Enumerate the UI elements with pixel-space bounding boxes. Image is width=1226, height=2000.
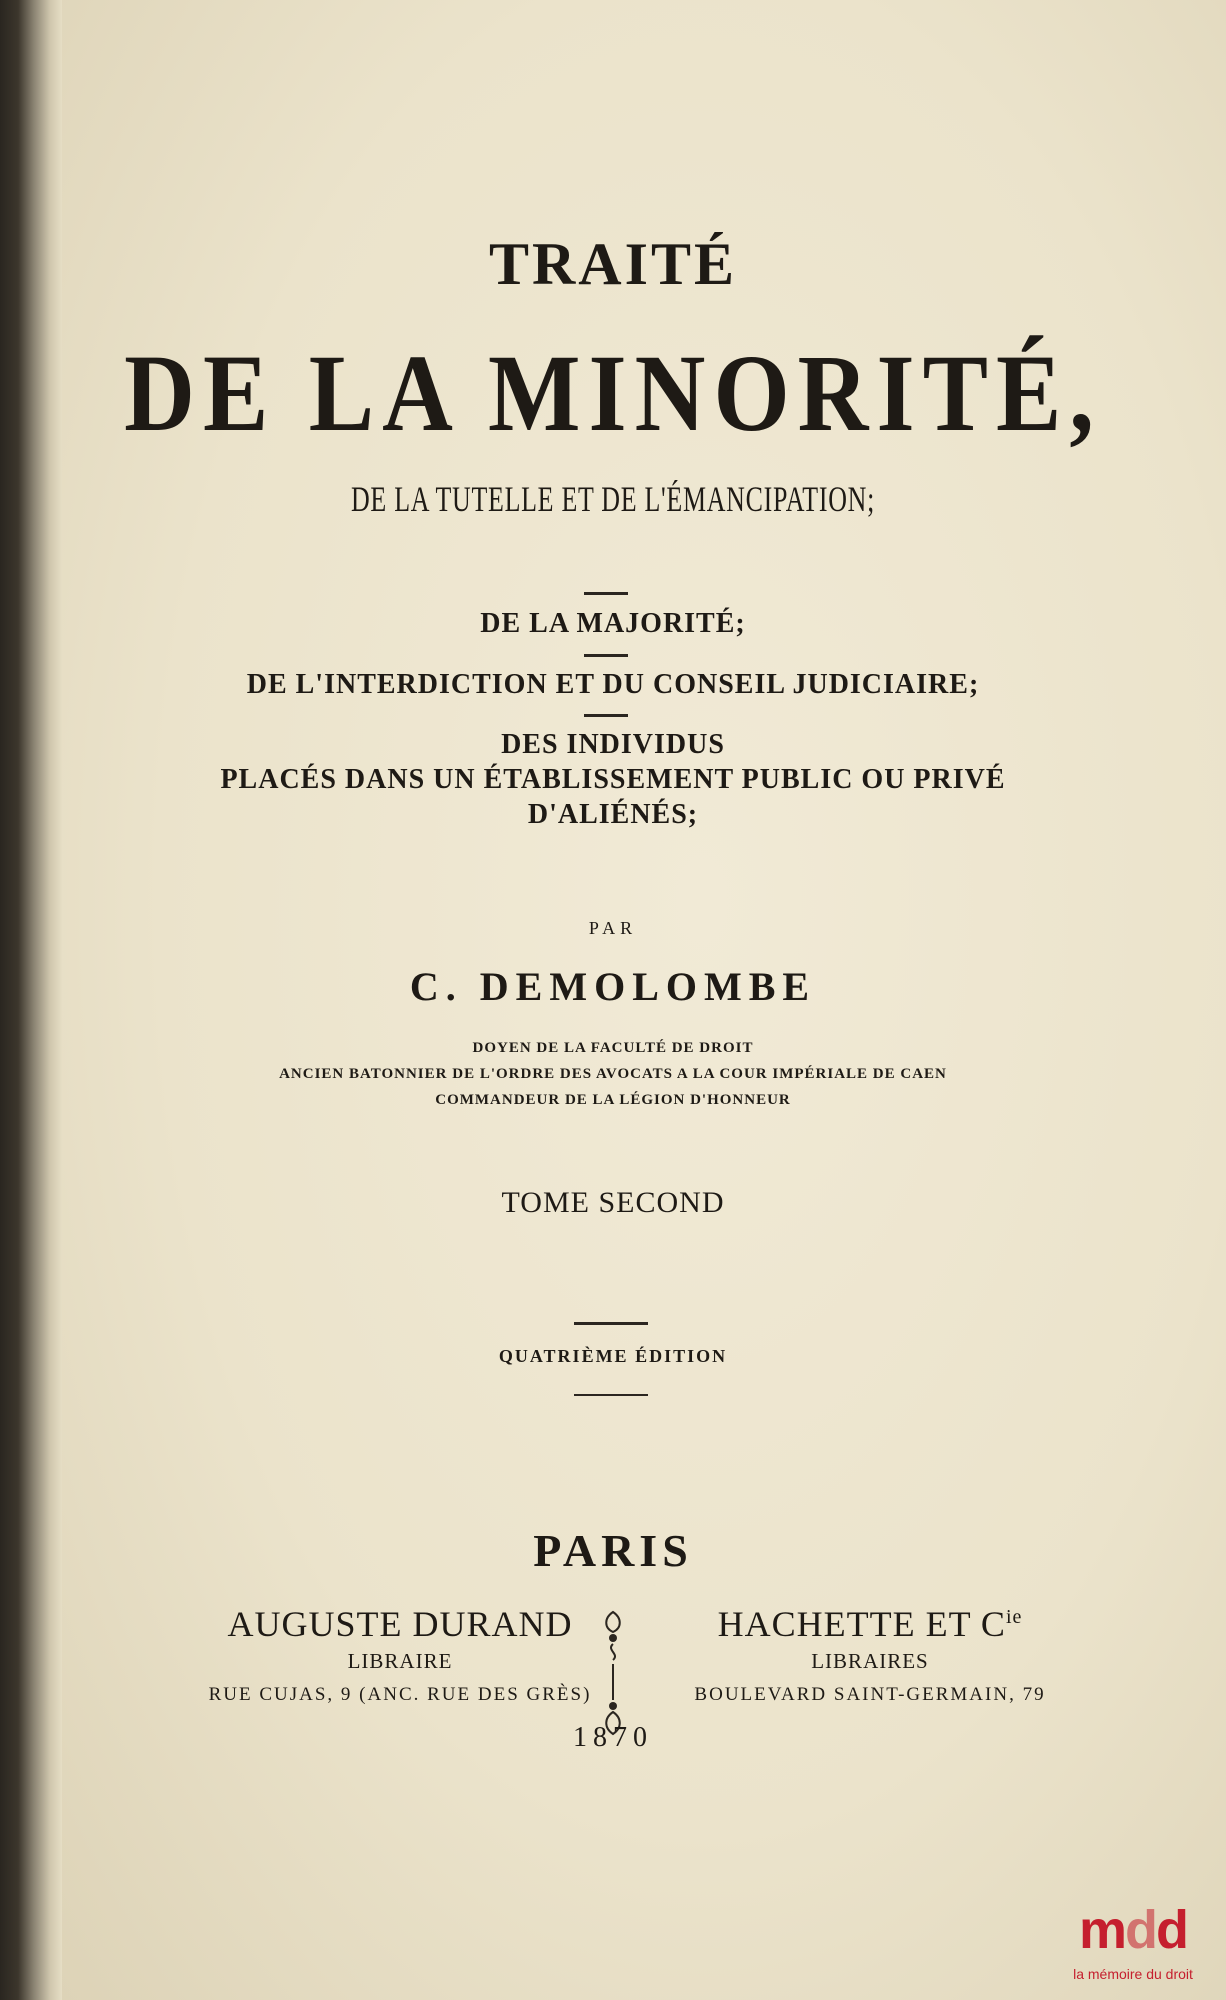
divider-rule (574, 1394, 648, 1396)
publisher-right-name-sup: ie (1005, 1606, 1023, 1628)
publisher-right-name (630, 1603, 1110, 1645)
publisher-left (190, 1603, 610, 1706)
author-name: C. DEMOLOMBE (409, 964, 817, 1009)
publisher-left-name: AUGUSTE DURAND (227, 1604, 573, 1644)
title-line-1: TRAITÉ (488, 231, 738, 297)
subtitle: DE LA TUTELLE ET DE L'ÉMANCIPATION; (350, 479, 876, 519)
divider-rule (584, 714, 628, 717)
main-title: DE LA MINORITÉ, (124, 333, 1102, 455)
publisher-right-role: LIBRAIRES (811, 1649, 929, 1673)
subject-individuals-2: PLACÉS DANS UN ÉTABLISSEMENT PUBLIC OU PRIVÉ (220, 764, 1006, 795)
subject-individuals-1: DES INDIVIDUS (501, 729, 725, 760)
publisher-right (630, 1603, 1110, 1706)
author-credential: COMMANDEUR DE LA LÉGION D'HONNEUR (435, 1092, 791, 1108)
logo-tagline: la mémoire du droit (1073, 1966, 1193, 1982)
subject-individuals-3: D'ALIÉNÉS; (527, 799, 699, 830)
publisher-right-name-text: HACHETTE ET C (717, 1604, 1006, 1644)
edition-label: QUATRIÈME ÉDITION (498, 1346, 728, 1366)
divider-rule (584, 592, 628, 595)
subject-interdiction: DE L'INTERDICTION ET DU CONSEIL JUDICIAIRE; (246, 669, 980, 700)
divider-rule (574, 1322, 648, 1325)
publisher-left-address: RUE CUJAS, 9 (ANC. RUE DES GRÈS) (208, 1684, 592, 1705)
volume-label: TOME SECOND (501, 1186, 725, 1219)
logo-letters: mdd (1078, 1900, 1187, 1960)
publication-year: 1870 (573, 1722, 653, 1753)
publisher-right-address: BOULEVARD SAINT-GERMAIN, 79 (694, 1684, 1046, 1705)
author-credential: ANCIEN BATONNIER DE L'ORDRE DES AVOCATS A LA COUR IMPÉRIALE DE CAEN (279, 1066, 947, 1082)
by-label: PAR (588, 918, 638, 938)
publisher-left-role: LIBRAIRE (347, 1649, 453, 1673)
mdd-logo[interactable] (1048, 1900, 1218, 1992)
ornament-divider-icon (598, 1608, 628, 1738)
divider-rule (584, 654, 628, 657)
subject-majority: DE LA MAJORITÉ; (480, 608, 746, 639)
author-credential: DOYEN DE LA FACULTÉ DE DROIT (472, 1040, 754, 1056)
imprint-city: PARIS (533, 1525, 693, 1576)
